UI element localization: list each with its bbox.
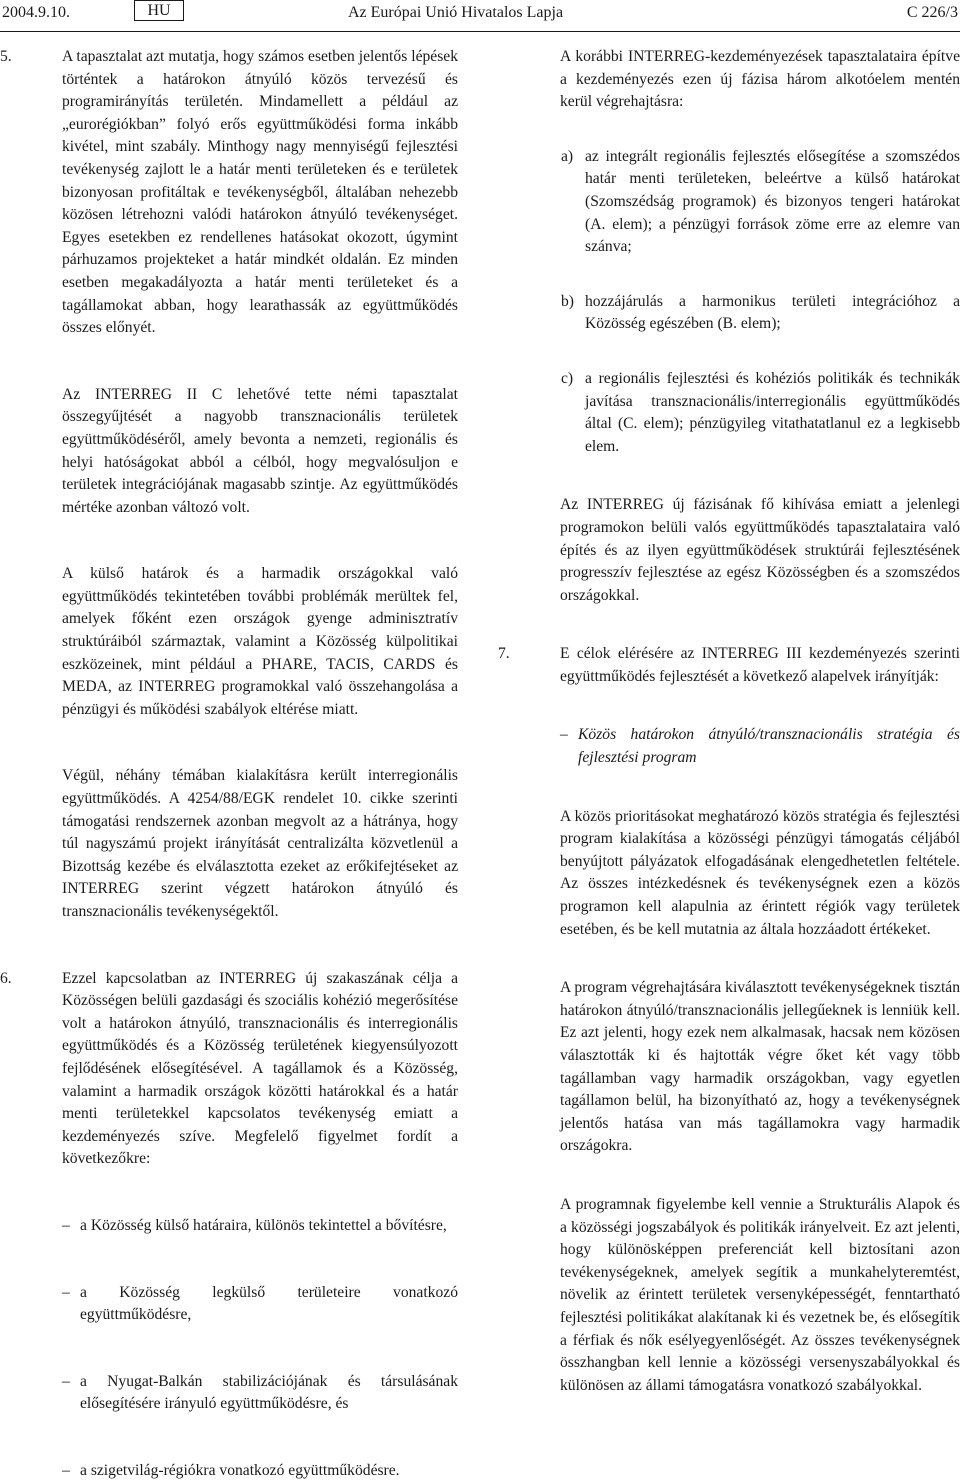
paragraph-program xyxy=(498,977,960,1158)
item-label: c) xyxy=(561,369,574,387)
page-header xyxy=(0,0,960,26)
paragraph-6 xyxy=(0,968,458,1171)
list-item xyxy=(0,1282,458,1327)
journal-title: Az Európai Unió Hivatalos Lapja xyxy=(348,4,564,21)
paragraph-number: 6. xyxy=(0,969,12,987)
dash-marker: – xyxy=(560,726,568,744)
paragraph-number: 5. xyxy=(0,48,12,65)
paragraph-5 xyxy=(0,46,458,340)
paragraph-common-strategy xyxy=(498,806,960,942)
component-item-b xyxy=(498,291,960,336)
page-reference: C 226/3 xyxy=(906,4,958,21)
paragraph-structural-funds xyxy=(498,1194,960,1397)
item-label: b) xyxy=(561,292,574,310)
paragraph-external-borders xyxy=(0,563,458,721)
list-item xyxy=(0,1215,458,1238)
paragraph-text: A program végrehajtására kiválasztott tevékenységeknek tisztán határokon átnyúló/transznacionális jellegűeknek is lenniük kell. Ez azt jelenti, hogy ezek nem alkalmasak, hacsak nem közösen választották ki és hajtották végre őket két vagy több tagállamban vagy harmadik országokban, vagy egyetlen tagállamon belül, ha bizonyítható az, hogy a tevékenységnek jelentős hatása van más tagállamokra vagy harmadik országokra. xyxy=(560,979,960,1155)
list-item-text: a Közösség legkülső területeire vonatkozó együttműködésre, xyxy=(80,1283,458,1324)
paragraph-text: E célok elérésére az INTERREG III kezdeményezés szerinti együttműködés fejlesztését a következő alapelvek irányítják: xyxy=(560,645,960,685)
paragraph-number: 7. xyxy=(498,645,510,663)
language-badge: HU xyxy=(134,0,184,21)
list-item-text: a Nyugat-Balkán stabilizációjának és társulásának elősegítésére irányuló együttműködésre, és xyxy=(80,1372,458,1413)
header-rule xyxy=(0,31,960,32)
paragraph-text: A közös prioritásokat meghatározó közös stratégia és fejlesztési program kialakítása a közösségi pénzügyi támogatás céljából benyújtott pályázatok elfogadásának elengedhetetlen feltétele. Az összes intézkedésnek és tevékenységnek ezen a közös programon kell alapulnia az érintett régiók vagy területek esetében, és be kell mutatnia az általa hozzáadott értékeket. xyxy=(560,807,960,938)
paragraph-interregional xyxy=(0,765,458,923)
item-text: az integrált regionális fejlesztés elősegítése a szomszédos határ menti területeken, beleértve a külső határokat (Szomszédság programok) és bizonyos tengeri határokat (A. elem); a pénzügyi források zöme erre az elemre van szánva; xyxy=(585,147,960,256)
dash-marker: – xyxy=(62,1372,70,1390)
paragraph-text: Ezzel kapcsolatban az INTERREG új szakaszának célja a Közösségen belüli gazdasági és szociális kohézió megerősítése volt a határokon átnyúló, transznacionális és interregionális együttműködés és a Közösség területének kiegyensúlyozott fejlődésének elősegítésével. A tagállamok és a Közösség, valamint a harmadik országok közötti határokkal és a határ menti területekkel kapcsolatos tevékenység emiatt a kezdeményezés szíve. Megfelelő figyelmet fordít a következőkre: xyxy=(62,969,458,1168)
list-item xyxy=(0,1371,458,1416)
paragraph-intro xyxy=(498,46,960,114)
paragraph-challenge xyxy=(498,494,960,607)
paragraph-text: Az INTERREG II C lehetővé tette némi tapasztalat összegyűjtését a nagyobb transznacionális területek együttműködéséről, amely bevonta a nemzeti, regionális és helyi hatóságokat abból a célból, hogy megvalósuljon e területek integrációjának magasabb szintje. Az együttműködés mértéke azonban változó volt. xyxy=(62,385,458,516)
item-text: hozzájárulás a harmonikus területi integrációhoz a Közösség egészében (B. elem); xyxy=(585,292,960,333)
right-column xyxy=(498,46,960,1397)
paragraph-text: A külső határok és a harmadik országokkal való együttműködés tekintetében további problémák merültek fel, amelyek főként ezen országok gyenge adminisztratív struktúráiból származtak, valamint a Közösség külpolitikai eszközeinek, mint például a PHARE, TACIS, CARDS és MEDA, az INTERREG programokkal való összehangolása a pénzügyi és működési szabályok eltérése miatt. xyxy=(62,565,458,718)
paragraph-text: Végül, néhány témában kialakításra került interregionális együttműködés. A 4254/88/EGK rendelet 10. cikke szerinti támogatási rendszernek azonban megvolt az a hátránya, hogy túl nagyszámú projekt irányítását centralizálta közvetlenül a Bizottság kezébe és elválasztotta ezeket az erőkifejtéseket az INTERREG szerint végzett határokon átnyúló és transznacionális tevékenységektől. xyxy=(62,767,458,920)
paragraph-text: A programnak figyelembe kell vennie a Strukturális Alapok és a közösségi jogszabályok és politikák irányelveit. Ez azt jelenti, hogy különösképpen preferenciát kell biztosítani azon tevékenységeknek, amelyek segítik a munkahelyteremtést, növelik az érintett területek versenyképességét, fenntartható fejlesztési politikákat alakítanak ki és vezetnek be, és elősegítik a férfiak és nők esélyegyenlőségét. Az összes tevékenységnek összhangban kell lennie a közösségi versenyszabályokkal és különösen az állami támogatásra vonatkozó szabályokkal. xyxy=(560,1195,960,1394)
item-text: a regionális fejlesztési és kohéziós politikák és technikák javítása transznacionális/interregionális együttműködés által (C. elem); pénzügyileg vitathatatlanul ez a legkisebb elem. xyxy=(585,369,960,455)
component-item-a xyxy=(498,146,960,259)
paragraph-interreg-2c xyxy=(0,384,458,520)
list-item-text: a Közösség külső határaira, különös tekintettel a bővítésre, xyxy=(80,1216,447,1234)
publication-date: 2004.9.10. xyxy=(2,4,70,21)
paragraph-text: A korábbi INTERREG-kezdeményezések tapasztalataira építve a kezdeményezés ezen új fázisa három alkotóelem mentén kerül végrehajtásra: xyxy=(560,48,960,111)
paragraph-7 xyxy=(498,643,960,688)
component-item-c xyxy=(498,368,960,458)
dash-marker: – xyxy=(62,1216,70,1234)
sub-heading-text: Közös határokon átnyúló/transznacionális stratégia és fejlesztési program xyxy=(578,726,960,767)
list-item-text: a szigetvilág-régiókra vonatkozó együttműködésre. xyxy=(80,1461,400,1479)
dash-marker: – xyxy=(62,1461,70,1479)
sub-heading xyxy=(498,724,960,769)
paragraph-text: Az INTERREG új fázisának fő kihívása emiatt a jelenlegi programokon belüli valós együttműködés tapasztalataira való építés és az ilyen együttműködések struktúrái fejlesztésének progresszív fejlesztése az egész Közösségben és a szomszédos országokkal. xyxy=(560,496,960,604)
paragraph-text: A tapasztalat azt mutatja, hogy számos esetben jelentős lépések történtek a határokon átnyúló közös tervezésű és programirányítás területén. Mindamellett a például az „eurorégiókban” folyó erős együttműködési forma inkább kivétel, mint szabály. Minthogy nagy mennyiségű fejlesztési tevékenység zajlott le a határ menti területeken és e területek bizonyosan profitáltak e tevékenységből, általában nehezebb közösen létrehozni valódi határokon átnyúló tevékenységet. Egyes esetekben ez rendellenes hatásokat okozott, úgymint párhuzamos projekteket a határ mindkét oldalán. Ez minden esetben megakadályozta a határ menti területeket és a tagállamokat abban, hogy learathassák az együttműködés összes előnyét. xyxy=(62,48,458,337)
dash-marker: – xyxy=(62,1283,70,1301)
left-column xyxy=(0,46,458,1483)
item-label: a) xyxy=(561,147,574,165)
list-item xyxy=(0,1460,458,1483)
